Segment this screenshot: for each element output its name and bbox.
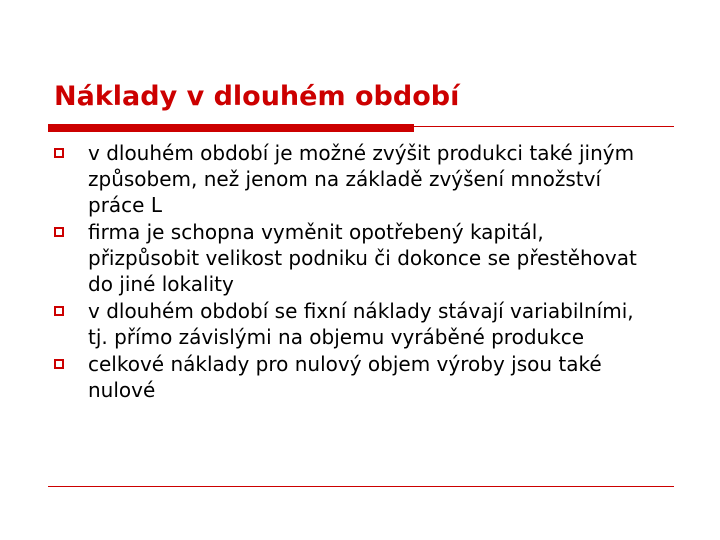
bullet-item [52,298,672,350]
hollow-square-bullet-icon [54,359,64,369]
footer-rule [48,486,674,487]
bullet-text: v dlouhém období se fixní náklady stávají variabilními, tj. přímo závislými na objemu vyráběné produkce [88,299,634,349]
bullet-text: celkové náklady pro nulový objem výroby jsou také nulové [88,352,602,402]
title-underline-thick [48,124,414,132]
hollow-square-bullet-icon [54,227,64,237]
slide-title: Náklady v dlouhém období [54,81,460,112]
bullet-item [52,351,672,403]
bullet-item [52,140,672,218]
hollow-square-bullet-icon [54,148,64,158]
bullet-list [52,140,672,404]
title-underline-thin [414,126,674,127]
bullet-text: firma je schopna vyměnit opotřebený kapitál, přizpůsobit velikost podniku či dokonce se přestěhovat do jiné lokality [88,220,637,296]
bullet-text: v dlouhém období je možné zvýšit produkci také jiným způsobem, než jenom na základě zvýšení množství práce L [88,141,635,217]
bullet-item [52,219,672,297]
hollow-square-bullet-icon [54,306,64,316]
